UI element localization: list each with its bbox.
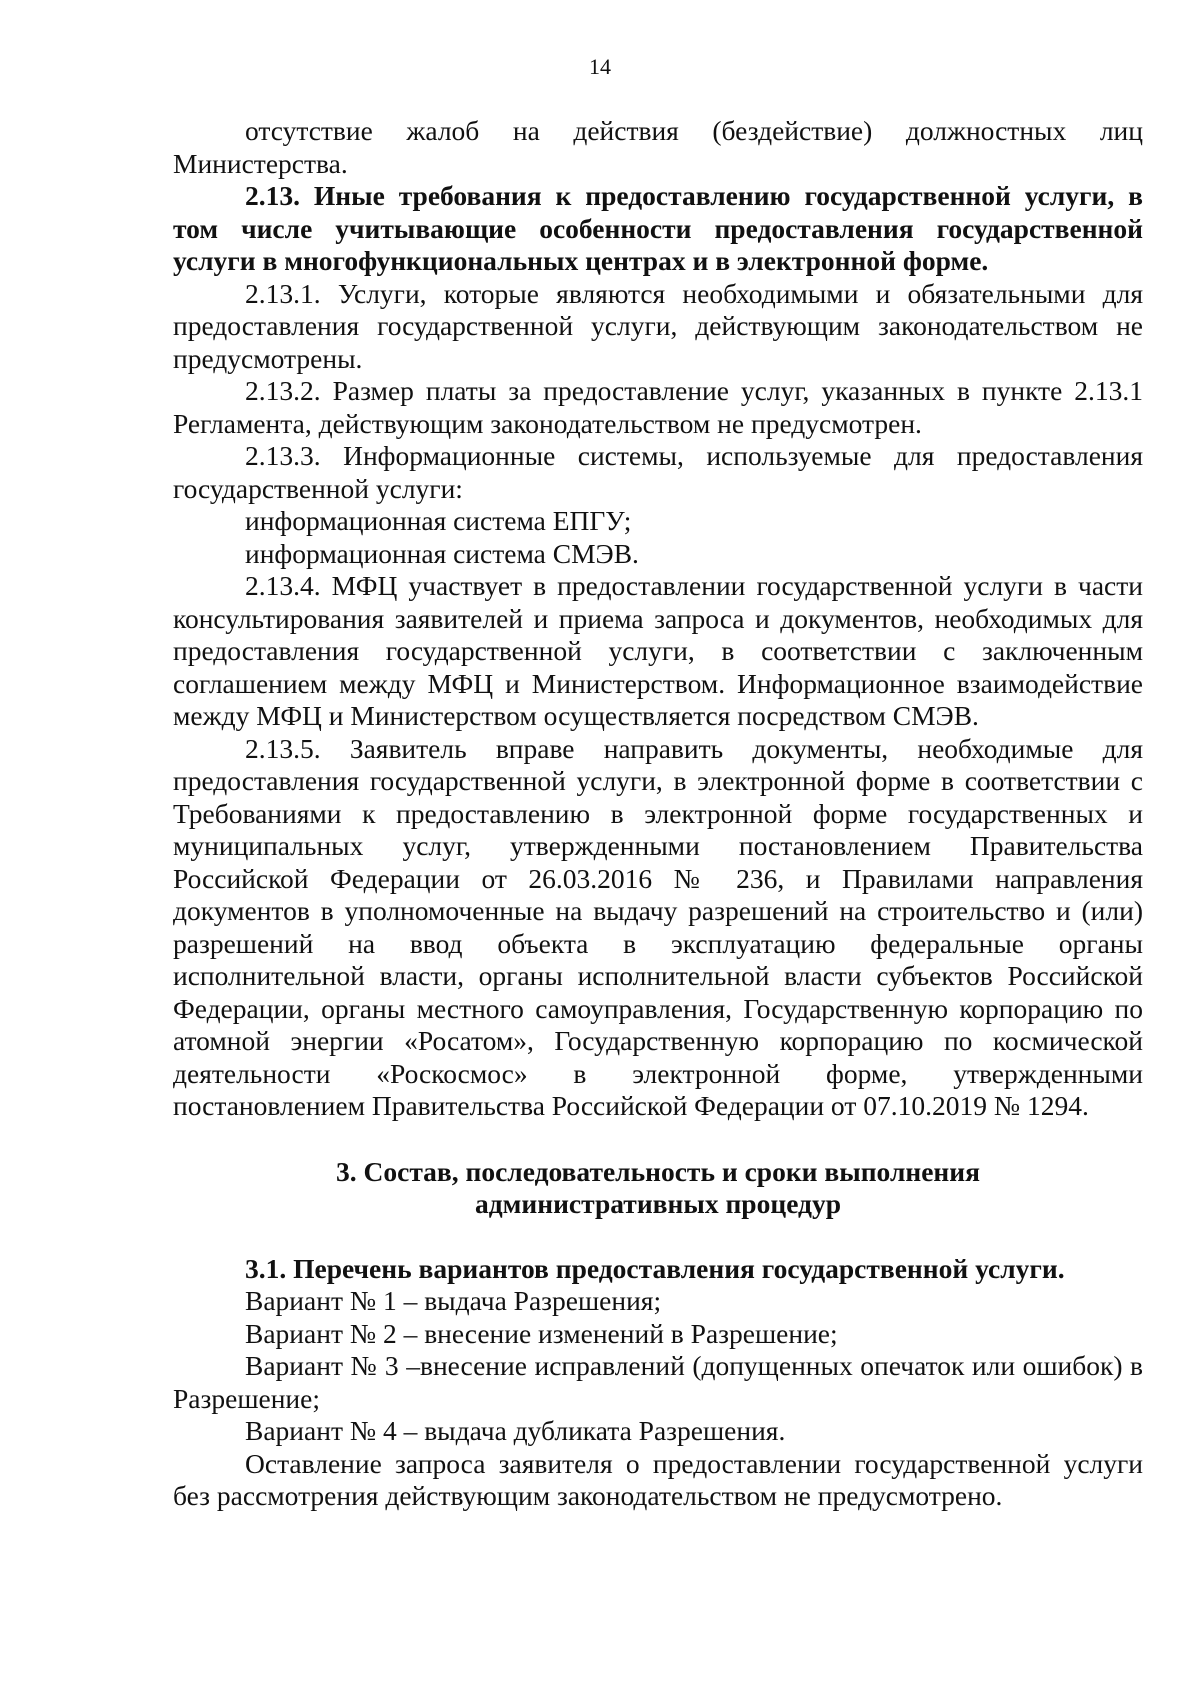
list-item-smev: информационная система СМЭВ. [245,537,639,569]
variant-2: Вариант № 2 – внесение изменений в Разрешение; [245,1317,838,1349]
list-item-epgu: информационная система ЕПГУ; [245,505,632,536]
paragraph-2-13-3: 2.13.3. Информационные системы, используемые для предоставления государственной услуги: [173,440,1143,504]
heading-3-1: 3.1. Перечень вариантов предоставления государственной услуги. [245,1252,1065,1284]
variant-1: Вариант № 1 – выдача Разрешения; [245,1285,662,1316]
document-body [173,115,1143,1513]
page-number: 14 [589,54,611,79]
paragraph-2-13-1: 2.13.1. Услуги, которые являются необходимыми и обязательными для предоставления государственной услуги, действующим законодательством не предусмотрены. [173,277,1143,374]
paragraph-2-13-5: 2.13.5. Заявитель вправе направить документы, необходимые для предоставления государственной услуги, в электронной форме в соответствии с Требованиями к предоставлению в электронной форме государственных и муниципальных услуг, утвержденными постановлением Правительства Российской Федерации от 26.03.2016 № 236, и Правилами направления документов в уполномоченные на выдачу разрешений на строительство и (или) разрешений на ввод объекта в эксплуатацию федеральные органы исполнительной власти, органы исполнительной власти субъектов Российской Федерации, органы местного самоуправления, Государственную корпорацию по атомной энергии «Росатом», Государственную корпорацию по космической деятельности «Роскосмос» в электронной форме, утвержденными постановлением Правительства Российской Федерации от 07.10.2019 № 1294. [173,732,1143,1121]
section-3-title-line2: административных процедур [475,1188,841,1219]
paragraph-2-13-4: 2.13.4. МФЦ участвует в предоставлении государственной услуги в части консультирования заявителей и приема запроса и документов, необходимых для предоставления государственной услуги, в соответствии с заключенным соглашением между МФЦ и Министерством. Информационное взаимодействие между МФЦ и Министерством осуществляется посредством СМЭВ. [173,570,1143,731]
paragraph-no-rejection: Оставление запроса заявителя о предоставлении государственной услуги без рассмотрения действующим законодательством не предусмотрено. [173,1447,1143,1511]
paragraph-2-13-2: 2.13.2. Размер платы за предоставление услуг, указанных в пункте 2.13.1 Регламента, действующим законодательством не предусмотрен. [173,375,1143,439]
variant-3: Вариант № 3 –внесение исправлений (допущенных опечаток или ошибок) в Разрешение; [173,1350,1143,1414]
variant-4: Вариант № 4 – выдача дубликата Разрешения. [245,1415,786,1446]
heading-2-13: 2.13. Иные требования к предоставлению государственной услуги, в том числе учитывающие особенности предоставления государственной услуги в многофункциональных центрах и в электронной форме. [173,180,1143,276]
section-3-title-line1: 3. Состав, последовательность и сроки выполнения [336,1155,980,1187]
paragraph-complaints: отсутствие жалоб на действия (бездействие) должностных лиц Министерства. [173,115,1143,179]
section-3-title [173,1156,1143,1221]
